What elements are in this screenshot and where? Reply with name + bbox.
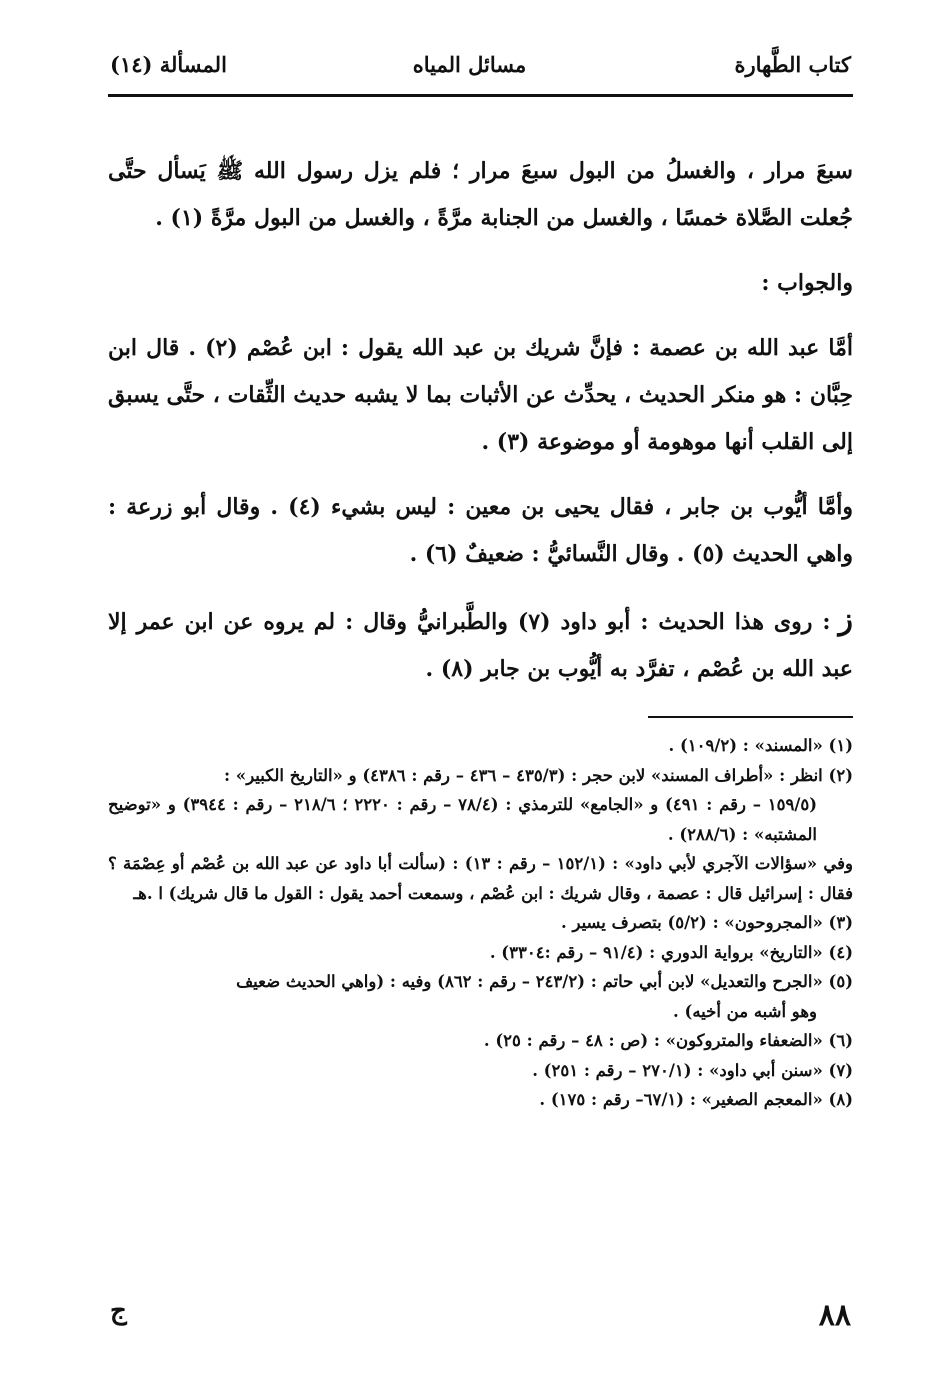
signature-letter: ج bbox=[110, 1296, 127, 1326]
footnote-5-continuation: وهو أشبه من أخيه) . bbox=[673, 1001, 817, 1021]
footnote-8: (٨) «المعجم الصغير» : (٦٧/١– رقم : ١٧٥) . bbox=[539, 1090, 853, 1109]
footnote-3: (٣) «المجروحون» : (٥/٢) بتصرف يسير . bbox=[560, 913, 853, 932]
paragraph-ayyub: وأمَّا أيُّوب بن جابر ، فقال يحيى بن معين : ليس بشيء (٤) . وقال أبو زرعة : واهي الحديث (٥) . وقال النَّسائيُّ : ضعيفٌ (٦) . bbox=[108, 494, 853, 567]
chapter-title: مسائل المياه bbox=[412, 52, 527, 77]
header-rule bbox=[108, 94, 853, 97]
answer-heading: والجواب : bbox=[761, 270, 853, 296]
footnote-4: (٤) «التاريخ» برواية الدوري : (٩١/٤ – رقم :٣٣٠٤) . bbox=[489, 942, 853, 962]
footnote-2: (٢) انظر : «أطراف المسند» لابن حجر : (٤٣٥/٣ – ٤٣٦ – رقم : ٤٣٨٦) و «التاريخ الكبير» : bbox=[224, 765, 853, 785]
page-number: ٨٨ bbox=[818, 1298, 851, 1333]
footnote-separator bbox=[648, 716, 853, 718]
footnote-5: (٥) «الجرح والتعديل» لابن أبي حاتم : (٢٤٣/٢ – رقم : ٨٦٢) وفيه : (واهي الحديث ضعيف bbox=[236, 972, 853, 991]
paragraph-abdullah: أمَّا عبد الله بن عصمة : فإنَّ شريك بن عبد الله يقول : ابن عُصْم (٢) . قال ابن حِبَّان : هو منكر الحديث ، يحدِّث عن الأثبات بما لا يشبه حديث الثِّقات ، حتَّى يسبق إلى القلب أنها موهومة أو موضوعة (٣) . bbox=[108, 335, 853, 455]
addition-text: : روى هذا الحديث : أبو داود (٧) والطَّبرانيُّ وقال : لم يروه عن ابن عمر إلا عبد الله بن عُصْم ، تفرَّد به أيُّوب بن جابر (٨) . bbox=[108, 609, 853, 682]
book-title: كتاب الطَّهارة bbox=[734, 52, 851, 77]
footnote-6: (٦) «الضعفاء والمتروكون» : (ص : ٤٨ – رقم : ٢٥) . bbox=[483, 1031, 853, 1050]
footnote-2-continuation: (١٥٩/٥ – رقم : ٤٩١) و «الجامع» للترمذي : (٧٨/٤ – رقم : ٢٢٢٠ ؛ ٢١٨/٦ – رقم : ٣٩٤٤) و «توضيح المشتبه» : (٢٨٨/٦) . bbox=[108, 795, 818, 844]
footnotes bbox=[108, 731, 853, 1115]
addition-mark: ز bbox=[838, 602, 853, 637]
issue-label: المسألة (١٤) bbox=[110, 52, 227, 77]
main-text bbox=[108, 148, 853, 693]
paragraph-continuation: سبعَ مرار ، والغسلُ من البول سبعَ مرار ؛ فلم يزل رسول الله ﷺ يَسأل حتَّى جُعلت الصَّلاة خمسًا ، والغسل من الجنابة مرَّةً ، والغسل من البول مرَّةً (١) . bbox=[108, 158, 853, 231]
footnote-1: (١) «المسند» : (١٠٩/٢) . bbox=[668, 736, 853, 755]
footnote-7: (٧) «سنن أبي داود» : (٢٧٠/١ – رقم : ٢٥١) . bbox=[532, 1060, 853, 1080]
paragraph-addition bbox=[108, 596, 853, 693]
footnote-2-note: وفي «سؤالات الآجري لأبي داود» : (١٥٢/١ – رقم : ١٣) : (سألت أبا داود عن عبد الله بن عُصْم أو عِصْمَة ؟ فقال : إسرائيل قال : عصمة ، وقال شريك : ابن عُصْم ، وسمعت أحمد يقول : القول ما قال شريك) ا .هـ bbox=[108, 854, 854, 903]
